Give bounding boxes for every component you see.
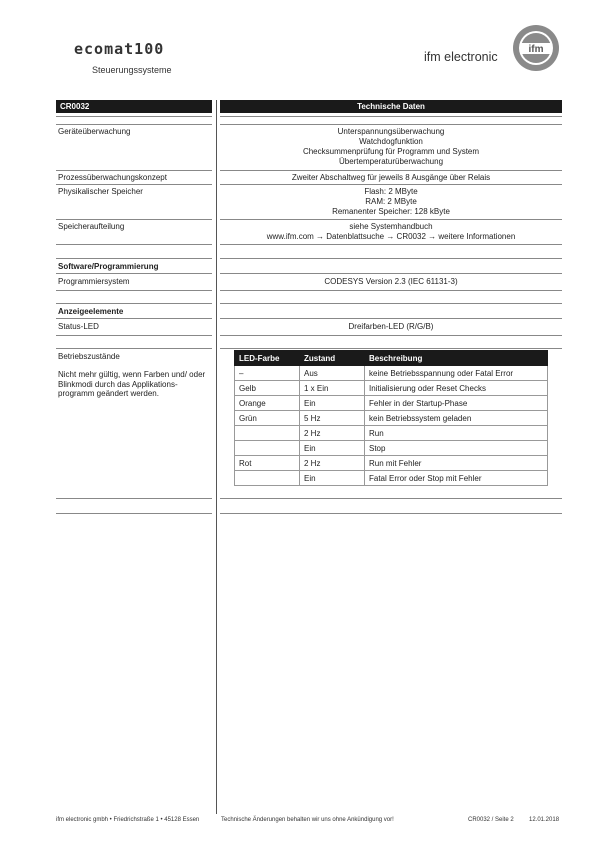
value-line: Watchdogfunktion [359,137,423,146]
table-row [235,381,548,396]
table-cell: Run mit Fehler [365,456,548,471]
row-rule [56,124,212,125]
row-rule [220,498,562,499]
value-line: Flash: 2 MByte [364,187,418,196]
table-cell: Ein [300,441,365,456]
table-cell: Orange [235,396,300,411]
table-cell: Grün [235,411,300,426]
table-cell: 2 Hz [300,456,365,471]
value-physikalischer-speicher [220,187,562,217]
table-cell [235,441,300,456]
row-rule [220,184,562,185]
table-row [235,441,548,456]
value-geraeteueberwachung [220,127,562,167]
heading-anzeigeelemente: Anzeigeelemente [58,307,124,316]
value-line: Übertemperaturüberwachung [338,157,444,166]
table-row [235,411,548,426]
table-cell: Ein [300,471,365,486]
row-rule [56,318,212,319]
company-name: ifm electronic [424,50,498,64]
table-cell: Initialisierung oder Reset Checks [365,381,548,396]
label-status-led: Status-LED [58,322,99,331]
led-status-table [234,350,548,486]
table-cell: Rot [235,456,300,471]
column-divider [216,100,217,814]
row-rule [220,348,562,349]
table-row [235,426,548,441]
table-row [235,471,548,486]
table-cell: Gelb [235,381,300,396]
heading-software: Software/Programmierung [58,262,159,271]
table-cell: Run [365,426,548,441]
row-rule [56,219,212,220]
table-cell: 1 x Ein [300,381,365,396]
row-rule [220,124,562,125]
table-cell: – [235,366,300,381]
value-prozessueberwachung: Zweiter Abschaltweg für jeweils 8 Ausgänge über Relais [291,173,491,182]
ifm-logo-text: ifm [528,44,544,55]
row-rule [56,513,212,514]
row-rule [56,303,212,304]
row-rule [56,258,212,259]
label-geraeteueberwachung: Geräteüberwachung [58,127,131,136]
row-rule [220,258,562,259]
value-line: Unterspannungsüberwachung [337,127,445,136]
footer-page: CR0032 / Seite 2 [468,817,514,823]
table-cell: Fatal Error oder Stop mit Fehler [365,471,548,486]
value-line: Checksummenprüfung für Programm und System [302,147,480,156]
label-speicheraufteilung: Speicheraufteilung [58,222,125,231]
label-programmiersystem: Programmiersystem [58,277,130,286]
table-row [235,396,548,411]
table-cell: keine Betriebsspannung oder Fatal Error [365,366,548,381]
column-header: LED-Farbe [235,351,300,366]
label-betriebszustaende: Betriebszustände [58,352,120,361]
table-cell: Fehler in der Startup-Phase [365,396,548,411]
table-cell: 5 Hz [300,411,365,426]
footer-address: ifm electronic gmbh • Friedrichstraße 1 • 45128 Essen [56,817,200,823]
row-rule [56,498,212,499]
brand-subtitle: Steuerungssysteme [92,65,172,75]
row-rule [56,170,212,171]
product-header: CR0032 [56,100,212,113]
row-rule [220,318,562,319]
table-cell [235,471,300,486]
table-row [235,456,548,471]
row-rule [220,170,562,171]
table-row [235,366,548,381]
table-cell: Aus [300,366,365,381]
table-cell: 2 Hz [300,426,365,441]
row-rule [220,273,562,274]
ecomat-logo: ecomat100 [74,40,165,58]
row-rule [220,303,562,304]
value-line: www.ifm.com → Datenblattsuche → CR0032 → weitere Informationen [266,232,516,241]
betriebszustaende-note: Nicht mehr gültig, wenn Farben und/ oder Blinkmodi durch das Applikations- programm geändert werden. [58,370,206,398]
table-cell: Ein [300,396,365,411]
row-rule [56,116,212,117]
footer-notice: Technische Änderungen behalten wir uns ohne Ankündigung vor! [221,817,394,823]
row-rule [56,335,212,336]
value-line: RAM: 2 MByte [365,197,417,206]
row-rule [56,244,212,245]
table-cell: Stop [365,441,548,456]
table-header-row [235,351,548,366]
value-speicheraufteilung [220,222,562,242]
row-rule [220,513,562,514]
ifm-logo-icon [512,24,560,72]
column-header: Zustand [300,351,365,366]
table-cell: kein Betriebssystem geladen [365,411,548,426]
label-physikalischer-speicher: Physikalischer Speicher [58,187,143,196]
section-title: Technische Daten [220,100,562,113]
row-rule [56,348,212,349]
row-rule [56,290,212,291]
value-line: Remanenter Speicher: 128 kByte [332,207,450,216]
row-rule [56,273,212,274]
row-rule [220,116,562,117]
row-rule [220,244,562,245]
table-cell [235,426,300,441]
row-rule [56,184,212,185]
column-header: Beschreibung [365,351,548,366]
label-prozessueberwachung: Prozessüberwachungskonzept [58,173,167,182]
row-rule [220,335,562,336]
footer-date: 12.01.2018 [529,817,560,823]
value-programmiersystem: CODESYS Version 2.3 (IEC 61131-3) [324,277,458,286]
value-line: siehe Systemhandbuch [349,222,433,231]
value-status-led: Dreifarben-LED (R/G/B) [348,322,434,331]
row-rule [220,290,562,291]
row-rule [220,219,562,220]
